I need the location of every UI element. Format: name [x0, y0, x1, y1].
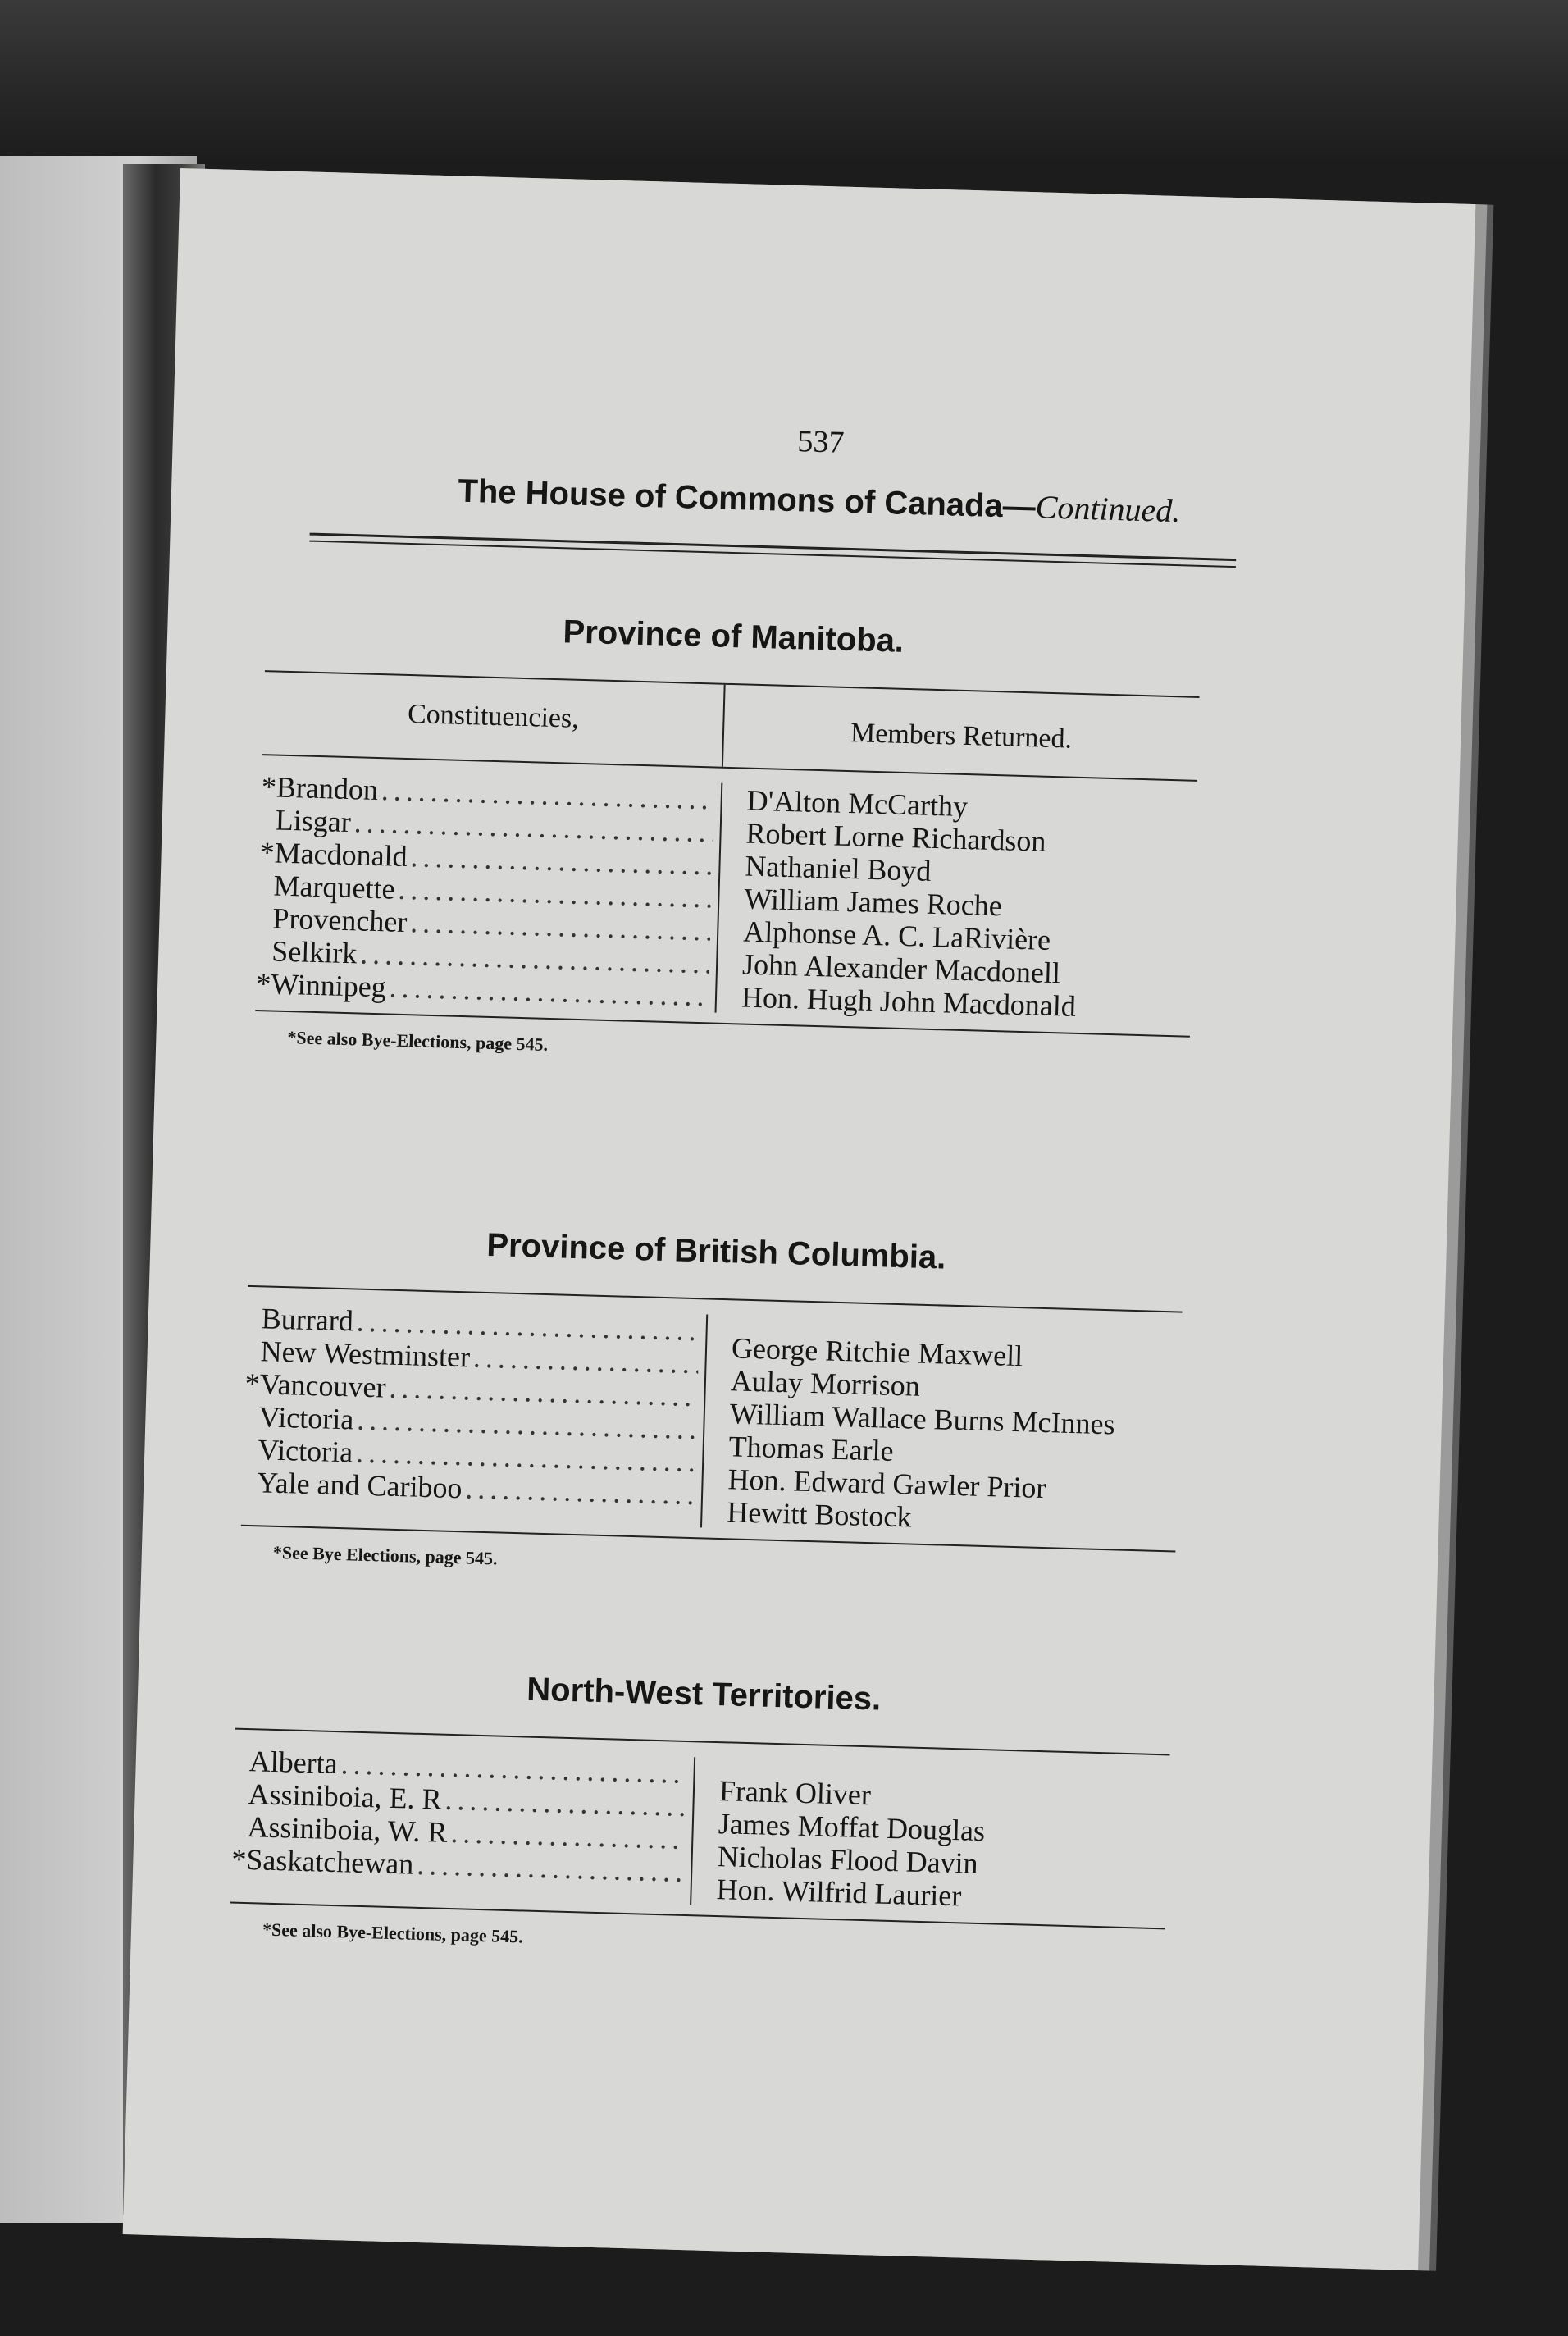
constituency-name: *Vancouver: [244, 1366, 387, 1404]
leader-dots: [417, 1848, 685, 1888]
constituency-name: *Saskatchewan: [230, 1842, 414, 1881]
member-name: Hon. Wilfrid Laurier: [716, 1873, 962, 1913]
member-name: Robert Lorne Richardson: [745, 816, 1046, 858]
member-name: D'Alton McCarthy: [746, 783, 969, 824]
document-page: [123, 168, 1476, 2270]
member-name: William Wallace Burns McInnes: [729, 1397, 1116, 1441]
member-name: Hon. Edward Gawler Prior: [727, 1462, 1046, 1505]
member-name: Nicholas Flood Davin: [717, 1840, 979, 1880]
member-table: [255, 755, 1197, 1036]
header-double-rule: [309, 533, 1236, 568]
member-name: John Alexander Macdonell: [741, 947, 1061, 990]
footnote: *See also Bye-Elections, page 545.: [287, 1027, 549, 1055]
constituency-column: [230, 1745, 694, 1905]
constituency-name: Marquette: [273, 869, 396, 906]
constituency-name: Provencher: [271, 901, 408, 939]
section-title: Province of British Columbia.: [485, 1226, 946, 1276]
constituency-name: Assiniboia, W. R: [247, 1810, 449, 1849]
member-table: [230, 1730, 1169, 1928]
member-name: Alphonse A. C. LaRivière: [742, 915, 1051, 956]
constituencies-header: Constituencies,: [407, 699, 580, 734]
constituency-name: *Winnipeg: [255, 966, 387, 1004]
section-north-west-territories: [230, 1663, 1172, 1966]
constituency-column: [241, 1302, 706, 1528]
member-name: Hewitt Bostock: [726, 1495, 912, 1534]
constituency-name: Lisgar: [275, 803, 352, 839]
section-british-columbia: [240, 1220, 1184, 1589]
member-name: Hon. Hugh John Macdonald: [741, 980, 1077, 1023]
section-title: Province of Manitoba.: [562, 614, 905, 659]
constituency-name: Victoria: [257, 1433, 353, 1469]
member-column: [700, 1314, 1182, 1540]
section-manitoba: [254, 605, 1201, 1074]
constituency-column: [256, 770, 722, 1013]
scan-background: [0, 0, 1568, 164]
member-name: Thomas Earle: [728, 1430, 895, 1467]
constituency-name: *Macdonald: [259, 836, 408, 874]
running-head: [171, 463, 1468, 538]
member-table: [241, 1287, 1183, 1551]
page-number: 537: [796, 424, 846, 460]
member-column: [715, 783, 1197, 1026]
member-name: Nathaniel Boyd: [744, 849, 932, 887]
footnote: *See Bye Elections, page 545.: [272, 1541, 498, 1569]
constituency-name: Alberta: [248, 1745, 339, 1781]
constituency-name: *Brandon: [261, 770, 379, 807]
footnote: *See also Bye-Elections, page 545.: [262, 1919, 524, 1947]
constituency-name: Yale and Cariboo: [256, 1466, 463, 1505]
member-name: Frank Oliver: [718, 1774, 872, 1812]
constituency-name: Burrard: [261, 1302, 354, 1338]
member-name: Aulay Morrison: [730, 1364, 921, 1403]
constituency-name: Victoria: [258, 1400, 354, 1436]
section-title: North-West Territories.: [526, 1671, 882, 1718]
members-header: Members Returned.: [722, 685, 1200, 780]
member-column: [690, 1757, 1169, 1918]
constituency-name: Assiniboia, E. R: [248, 1777, 443, 1816]
member-name: George Ritchie Maxwell: [731, 1331, 1023, 1373]
running-head-title: The House of Commons of Canada—: [457, 472, 1037, 526]
member-name: William James Roche: [743, 882, 1003, 923]
constituency-name: Selkirk: [271, 934, 358, 970]
constituency-name: New Westminster: [260, 1335, 471, 1374]
member-name: James Moffat Douglas: [718, 1807, 986, 1848]
leader-dots: [465, 1471, 695, 1511]
running-head-continued: Continued.: [1035, 488, 1182, 530]
